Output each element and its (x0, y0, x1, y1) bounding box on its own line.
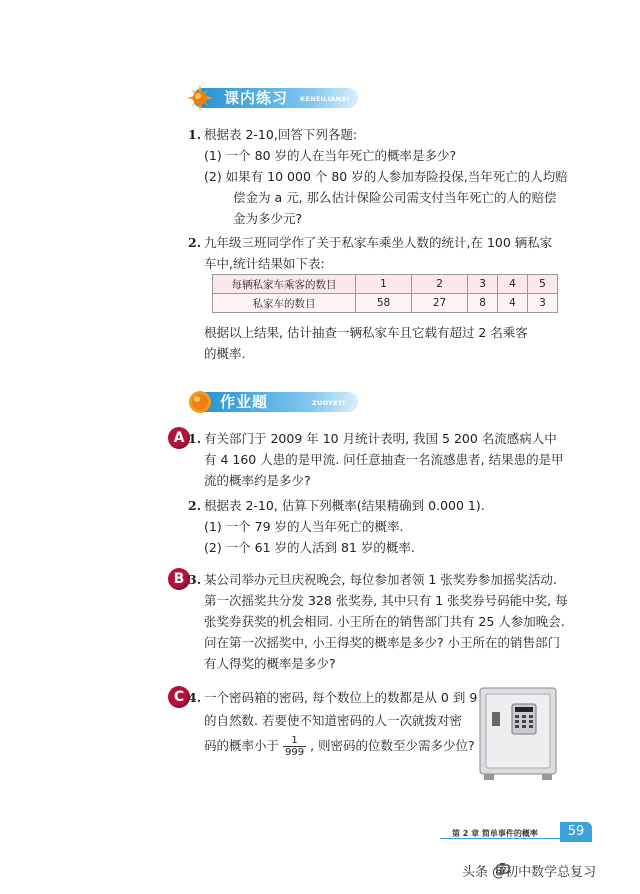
homework-q4-line1: 一个密码箱的密码, 每个数位上的数都是从 0 到 9 (204, 690, 478, 705)
homework-q1-number: 1. (188, 431, 202, 446)
sun-icon (187, 85, 213, 111)
homework-q1-line1: 有关部门于 2009 年 10 月统计表明, 我国 5 200 名流感病人中 (204, 431, 557, 446)
homework-q4-line3 (204, 735, 475, 758)
safe-icon (478, 686, 558, 784)
level-c-badge: C (168, 686, 190, 708)
table-row-header: 私家车的数目 (213, 294, 356, 313)
table-cell: 3 (468, 275, 498, 294)
homework-q3-number: 3. (188, 572, 202, 587)
homework-q3-line4: 问在第一次摇奖中, 小王得奖的概率是多少? 小王所在的销售部门 (204, 635, 561, 650)
practice-q2-line2: 车中,统计结果如下表: (204, 256, 325, 271)
homework-q3-line2: 第一次摇奖共分发 328 张奖券, 其中只有 1 张奖券号码能中奖, 每 (204, 593, 568, 608)
practice-q1-part1: (1) 一个 80 岁的人在当年死亡的概率是多少? (204, 148, 457, 163)
chapter-label: 第 2 章 简单事件的概率 (452, 829, 538, 838)
table-cell: 58 (356, 294, 412, 313)
orange-sun-icon (187, 389, 213, 415)
homework-subtitle: ZUOYETI (312, 399, 346, 407)
table-cell: 5 (528, 275, 558, 294)
table-row (213, 294, 558, 313)
homework-q3-line3: 张奖券获奖的机会相同. 小王所在的销售部门共有 25 人参加晚会. (204, 614, 565, 629)
homework-q2-line1: 根据表 2-10, 估算下列概率(结果精确到 0.000 1). (204, 498, 485, 513)
homework-q2-part1: (1) 一个 79 岁的人当年死亡的概率. (204, 519, 404, 534)
practice-q2-line1: 九年级三班同学作了关于私家车乘坐人数的统计,在 100 辆私家 (204, 235, 553, 250)
homework-title: 作业题 (220, 393, 269, 411)
table-cell: 4 (498, 275, 528, 294)
homework-q1-line3: 流的概率约是多少? (204, 473, 311, 488)
practice-q1-part2-line2: 偿金为 a 元, 那么估计保险公司需支付当年死亡的人的赔偿 (233, 190, 557, 205)
practice-q1-part2-line1: (2) 如果有 10 000 个 80 岁的人参加寿险投保,当年死亡的人均赔 (204, 169, 568, 184)
watermark: 头条 @初中数学总复习 (462, 865, 597, 880)
level-a-badge: A (168, 427, 190, 449)
fraction-denominator: 999 (285, 747, 305, 758)
homework-q4-line2: 的自然数. 若要使不知道密码的人一次就拨对密 (204, 713, 462, 728)
page-number: 59 (560, 822, 592, 842)
homework-q4-number: 4. (188, 690, 202, 705)
fraction (283, 735, 306, 758)
homework-q4-line3-end: , 则密码的位数至少需多少位? (310, 738, 475, 753)
homework-q3-line5: 有人得奖的概率是多少? (204, 656, 336, 671)
practice-q1-text: 根据表 2-10,回答下列各题: (204, 127, 358, 142)
homework-q2-part2: (2) 一个 61 岁的人活到 81 岁的概率. (204, 540, 415, 555)
homework-q4-line3-start: 码的概率小于 (204, 738, 280, 753)
table-cell: 3 (528, 294, 558, 313)
practice-q1-number: 1. (188, 127, 202, 142)
table-cell: 8 (468, 294, 498, 313)
practice-q2-after-line1: 根据以上结果, 估计抽查一辆私家车且它载有超过 2 名乘客 (204, 325, 528, 340)
homework-q1-line2: 有 4 160 人患的是甲流. 问任意抽查一名流感患者, 结果患的是甲 (204, 452, 564, 467)
table-cell: 2 (412, 275, 468, 294)
level-b-badge: B (168, 568, 190, 590)
practice-q2-after-line2: 的概率. (204, 346, 246, 361)
car-passenger-table (212, 274, 558, 313)
homework-q3-line1: 某公司举办元旦庆祝晚会, 每位参加者领 1 张奖券参加摇奖活动. (204, 572, 557, 587)
table-cell: 4 (498, 294, 528, 313)
fraction-numerator: 1 (283, 735, 306, 747)
table-cell: 1 (356, 275, 412, 294)
practice-subtitle: KENEILIANXI (300, 95, 350, 103)
practice-q2-number: 2. (188, 235, 202, 250)
practice-q1-part2-line3: 金为多少元? (233, 211, 303, 226)
practice-title: 课内练习 (224, 89, 289, 107)
table-row-header: 每辆私家车乘客的数目 (213, 275, 356, 294)
table-cell: 27 (412, 294, 468, 313)
table-row (213, 275, 558, 294)
homework-q2-number: 2. (188, 498, 202, 513)
